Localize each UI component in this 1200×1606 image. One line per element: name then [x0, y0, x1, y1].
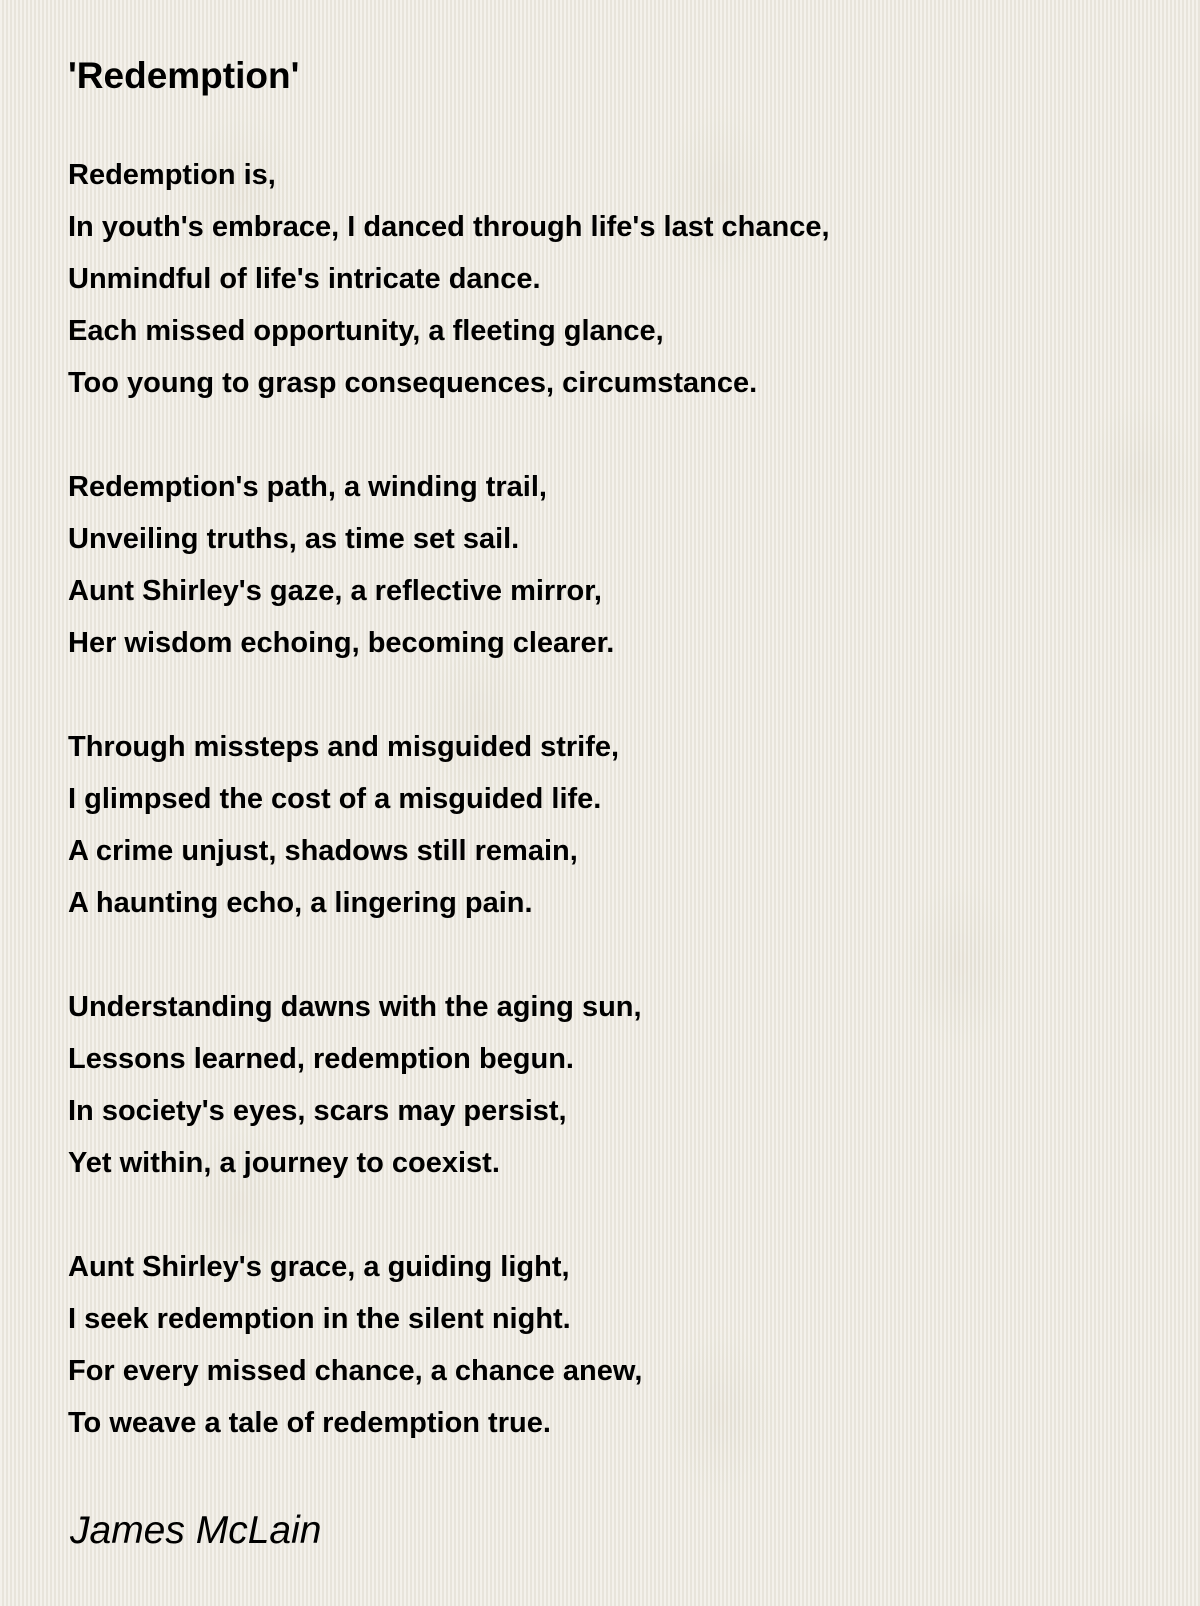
- poem-line: Her wisdom echoing, becoming clearer.: [68, 627, 615, 659]
- poem-line: Redemption's path, a winding trail,: [68, 471, 547, 503]
- poem-line: Unmindful of life's intricate dance.: [68, 263, 541, 295]
- stanza-3: [68, 721, 830, 929]
- poem-line: Unveiling truths, as time set sail.: [68, 523, 520, 555]
- poem-line: For every missed chance, a chance anew,: [68, 1355, 643, 1387]
- poem-line: Too young to grasp consequences, circumstance.: [68, 367, 758, 399]
- poem-line: I seek redemption in the silent night.: [68, 1303, 571, 1335]
- stanza-1: [68, 149, 830, 409]
- poem-line: Lessons learned, redemption begun.: [68, 1043, 574, 1075]
- poem-line: To weave a tale of redemption true.: [68, 1407, 551, 1439]
- poem-title: 'Redemption': [68, 55, 300, 96]
- poem-line: Aunt Shirley's grace, a guiding light,: [68, 1251, 570, 1283]
- poem-line: I glimpsed the cost of a misguided life.: [68, 783, 602, 815]
- poem-line: Each missed opportunity, a fleeting glance,: [68, 315, 664, 347]
- poem-line: In youth's embrace, I danced through life's last chance,: [68, 211, 830, 243]
- stanza-2: [68, 461, 830, 669]
- poem-line: A haunting echo, a lingering pain.: [68, 887, 533, 919]
- poem-line: Redemption is,: [68, 159, 276, 191]
- poem-line: Aunt Shirley's gaze, a reflective mirror,: [68, 575, 602, 607]
- stanza-5: [68, 1241, 830, 1449]
- poem-body: [68, 149, 830, 1501]
- poem-line: A crime unjust, shadows still remain,: [68, 835, 578, 867]
- poem-line: Through missteps and misguided strife,: [68, 731, 620, 763]
- poem-author: James McLain: [70, 1509, 322, 1552]
- poem-line: In society's eyes, scars may persist,: [68, 1095, 567, 1127]
- poem-line: Understanding dawns with the aging sun,: [68, 991, 642, 1023]
- stanza-4: [68, 981, 830, 1189]
- poem-line: Yet within, a journey to coexist.: [68, 1147, 500, 1179]
